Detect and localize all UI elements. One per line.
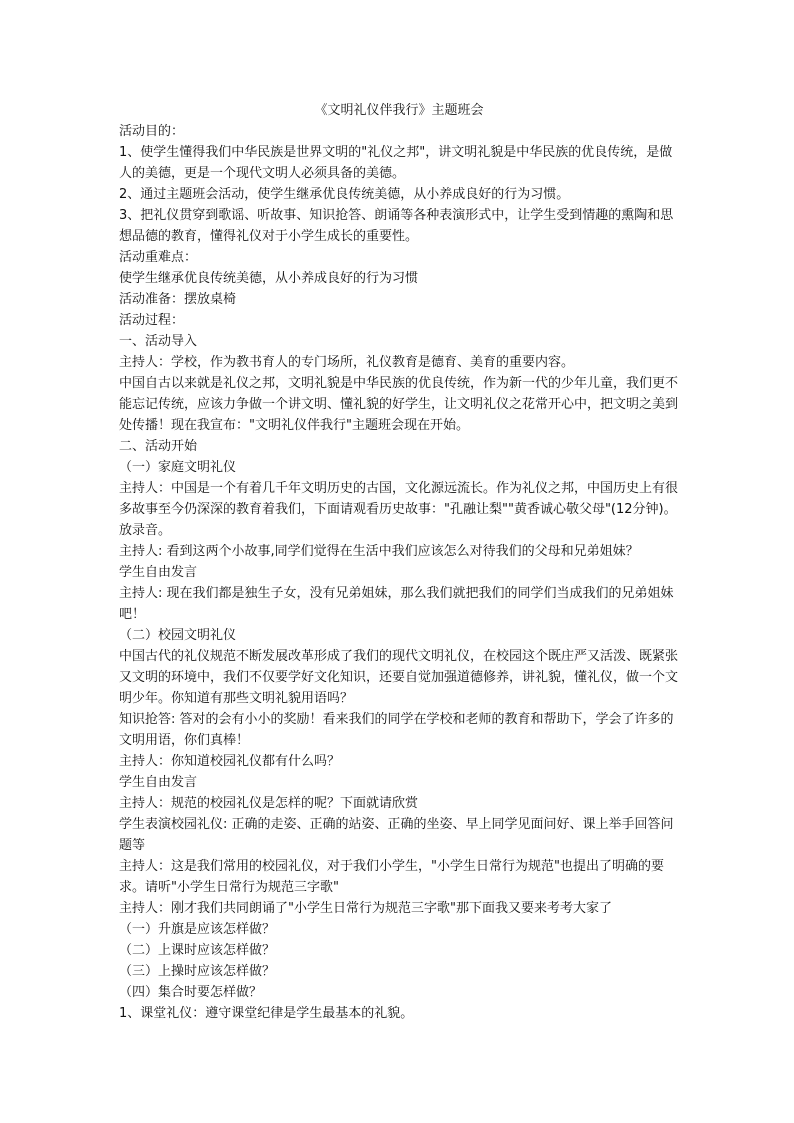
paragraph-line: 主持人: 现在我们都是独生子女，没有兄弟姐妹，那么我们就把我们的同学们当成我们的兄弟姐妹吧！ — [119, 586, 674, 622]
paragraph-line: 主持人：中国是一个有着几千年文明历史的古国，文化源远流长。作为礼仪之邦，中国历史上有很多故事至今仍深深的教育着我们，下面请观看历史故事："孔融让梨""黄香诚心敬父母"(12分钟)。放录音。 — [119, 481, 679, 538]
paragraph-line: （三）上操时应该怎样做？ — [119, 964, 276, 979]
paragraph-line: 中国古代的礼仪规范不断发展改革形成了我们的现代文明礼仪，在校园这个既庄严又活泼、既紧张又文明的环境中，我们不仅要学好文化知识，还要自觉加强道德修养，讲礼貌，懂礼仪，做一个文明少年。你知道有那些文明礼貌用语吗？ — [119, 649, 679, 706]
document-title: 《文明礼仪伴我行》主题班会 — [314, 103, 484, 118]
paragraph-line: 1、使学生懂得我们中华民族是世界文明的"礼仪之邦"，讲文明礼貌是中华民族的优良传统，是做人的美德，更是一个现代文明人必须具备的美德。 — [119, 145, 673, 181]
paragraph-line: （二）校园文明礼仪 — [119, 628, 237, 643]
document-body — [119, 121, 679, 1024]
paragraph-line: （一）家庭文明礼仪 — [119, 460, 237, 475]
paragraph-line: 主持人: 看到这两个小故事,同学们觉得在生活中我们应该怎么对待我们的父母和兄弟姐妹？ — [119, 544, 639, 559]
paragraph-line: （四）集合时要怎样做？ — [119, 985, 263, 1000]
paragraph-line: 学生表演校园礼仪: 正确的走姿、正确的站姿、正确的坐姿、早上同学见面问好、课上举手回答问题等 — [119, 817, 674, 853]
paragraph-line: 学生自由发言 — [119, 775, 198, 790]
paragraph-line: 活动目的： — [119, 124, 185, 139]
paragraph-line: 活动重难点： — [119, 250, 198, 265]
paragraph-line: 使学生继承优良传统美德，从小养成良好的行为习惯 — [119, 271, 419, 286]
paragraph-line: （二）上课时应该怎样做？ — [119, 943, 276, 958]
paragraph-line: 中国自古以来就是礼仪之邦，文明礼貌是中华民族的优良传统，作为新一代的少年儿童，我们更不能忘记传统，应该力争做一个讲文明、懂礼貌的好学生，让文明礼仪之花常开心中，把文明之美到处传播！现在我宣布："文明礼仪伴我行"主题班会现在开始。 — [119, 376, 679, 433]
paragraph-line: 活动过程： — [119, 313, 185, 328]
paragraph-line: 二、活动开始 — [119, 439, 198, 454]
paragraph-line: 知识抢答: 答对的会有小小的奖励！看来我们的同学在学校和老师的教育和帮助下，学会了许多的文明用语，你们真棒！ — [119, 712, 674, 748]
document-page — [119, 100, 679, 1024]
paragraph-line: 3、把礼仪贯穿到歌谣、听故事、知识抢答、朗诵等各种表演形式中，让学生受到情趣的熏陶和思想品德的教育，懂得礼仪对于小学生成长的重要性。 — [119, 208, 674, 244]
paragraph-line: （一）升旗是应该怎样做？ — [119, 922, 276, 937]
paragraph-line: 主持人：你知道校园礼仪都有什么吗？ — [119, 754, 341, 769]
paragraph-line: 主持人：这是我们常用的校园礼仪，对于我们小学生，"小学生日常行为规范"也提出了明确的要求。请听"小学生日常行为规范三字歌" — [119, 859, 664, 895]
paragraph-line: 1、课堂礼仪：遵守课堂纪律是学生最基本的礼貌。 — [119, 1006, 414, 1021]
paragraph-line: 主持人：学校，作为教书育人的专门场所，礼仪教育是德育、美育的重要内容。 — [119, 355, 575, 370]
paragraph-line: 主持人：刚才我们共同朗诵了"小学生日常行为规范三字歌"那下面我又要来考考大家了 — [119, 901, 612, 916]
paragraph-line: 2、通过主题班会活动，使学生继承优良传统美德，从小养成良好的行为习惯。 — [119, 187, 570, 202]
paragraph-line: 学生自由发言 — [119, 565, 198, 580]
paragraph-line: 活动准备：摆放桌椅 — [119, 292, 237, 307]
paragraph-line: 主持人：规范的校园礼仪是怎样的呢？下面就请欣赏 — [119, 796, 419, 811]
paragraph-line: 一、活动导入 — [119, 334, 198, 349]
